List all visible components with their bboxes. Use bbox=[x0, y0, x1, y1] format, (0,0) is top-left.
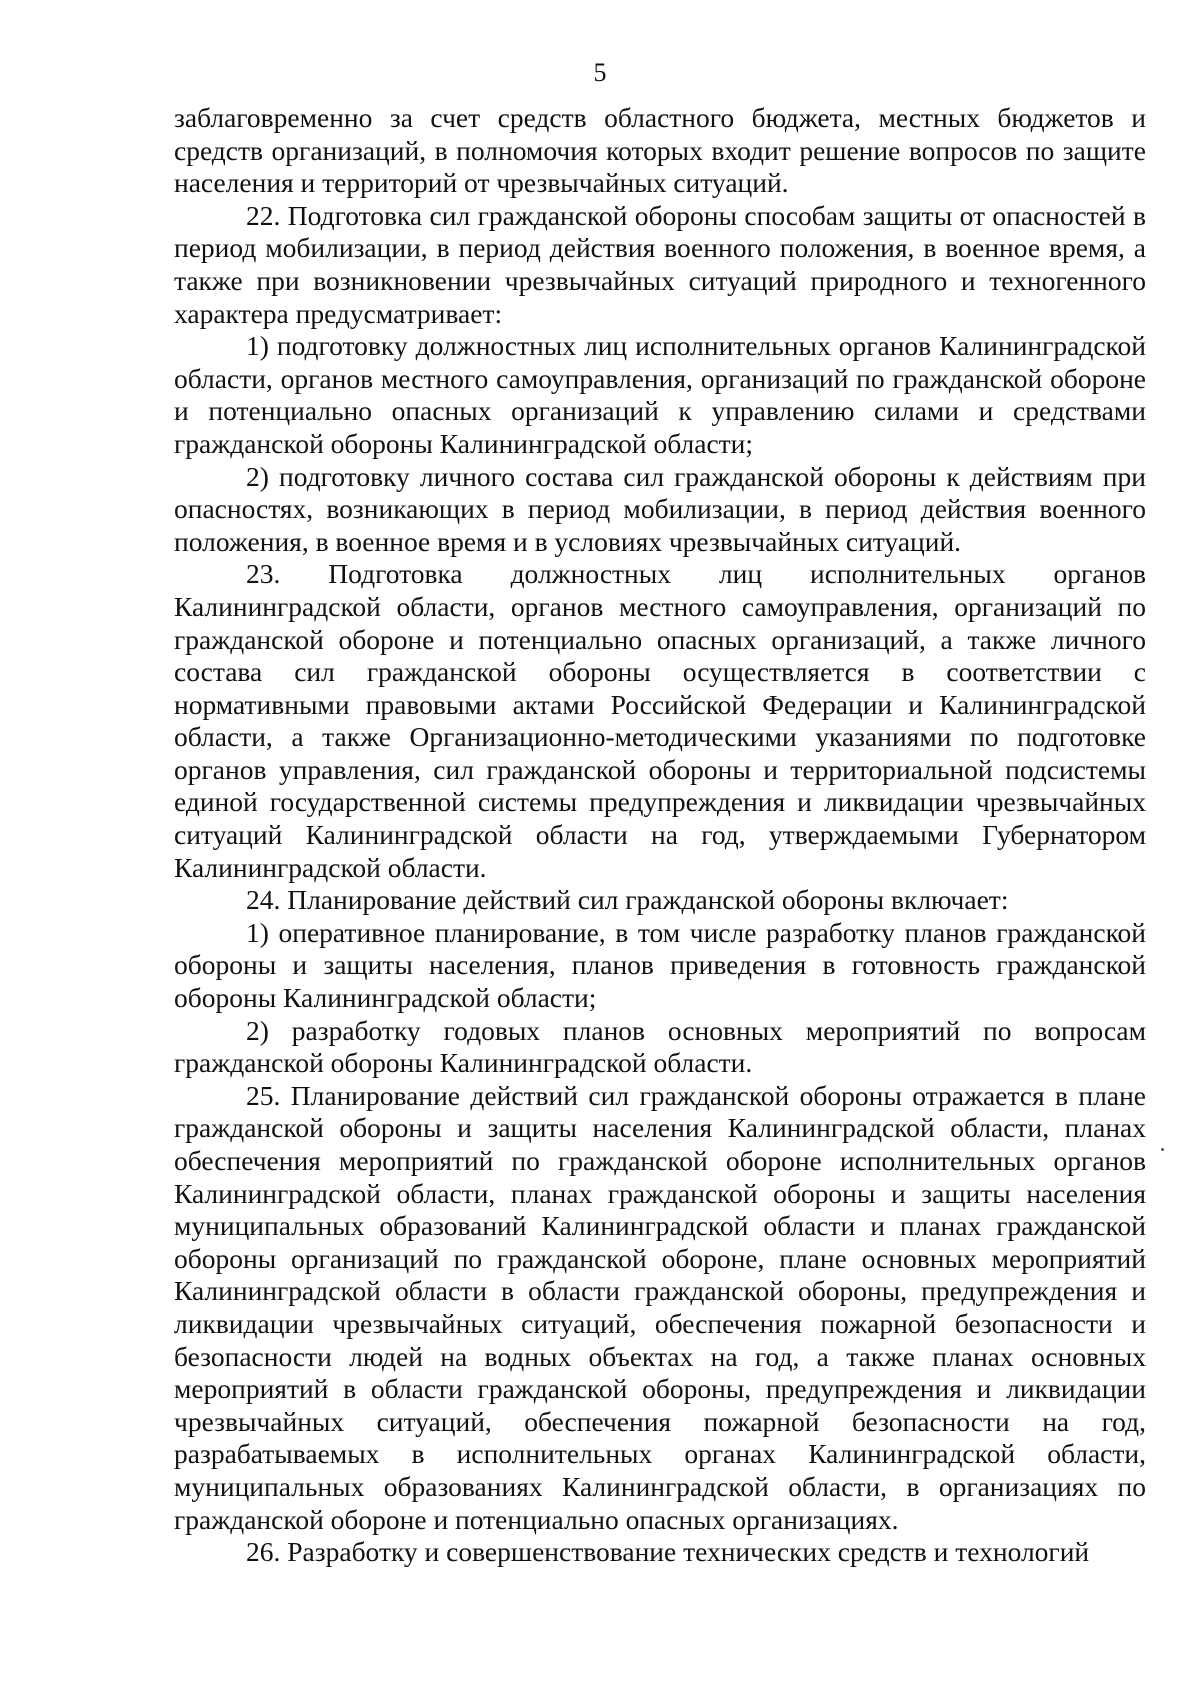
document-body bbox=[174, 102, 1146, 1569]
paragraph-22-item-1: 1) подготовку должностных лиц исполнительных органов Калининградской области, органов местного самоуправления, организаций по гражданской обороне и потенциально опасных организаций к управлению силами и средствами гражданской обороны Калининградской области; bbox=[174, 330, 1146, 459]
paragraph-24-item-1: 1) оперативное планирование, в том числе разработку планов гражданской обороны и защиты населения, планов приведения в готовность гражданской обороны Калининградской области; bbox=[174, 916, 1146, 1014]
scan-speck bbox=[1161, 1148, 1164, 1151]
paragraph-23: 23. Подготовка должностных лиц исполнительных органов Калининградской области, органов местного самоуправления, организаций по гражданской обороне и потенциально опасных организаций, а также личного состава сил гражданской обороны осуществляется в соответствии с нормативными правовыми актами Российской Федерации и Калининградской области, а также Организационно-методическими указаниями по подготовке органов управления, сил гражданской обороны и территориальной подсистемы единой государственной системы предупреждения и ликвидации чрезвычайных ситуаций Калининградской области на год, утверждаемыми Губернатором Калининградской области. bbox=[174, 558, 1146, 883]
paragraph-22-item-2: 2) подготовку личного состава сил гражданской обороны к действиям при опасностях, возникающих в период мобилизации, в период действия военного положения, в военное время и в условиях чрезвычайных ситуаций. bbox=[174, 460, 1146, 557]
paragraph-continuation: заблаговременно за счет средств областного бюджета, местных бюджетов и средств организаций, в полномочия которых входит решение вопросов по защите населения и территорий от чрезвычайных ситуаций. bbox=[174, 102, 1146, 199]
paragraph-25: 25. Планирование действий сил гражданской обороны отражается в плане гражданской обороны и защиты населения Калининградской области, планах обеспечения мероприятий по гражданской обороне исполнительных органов Калининградской области, планах гражданской обороны и защиты населения муниципальных образований Калининградской области и планах гражданской обороны организаций по гражданской обороне, плане основных мероприятий Калининградской области в области гражданской обороны, предупреждения и ликвидации чрезвычайных ситуаций, обеспечения пожарной безопасности и безопасности людей на водных объектах на год, а также планах основных мероприятий в области гражданской обороны, предупреждения и ликвидации чрезвычайных ситуаций, обеспечения пожарной безопасности на год, разрабатываемых в исполнительных органах Калининградской области, муниципальных образованиях Калининградской области, в организациях по гражданской обороне и потенциально опасных организациях. bbox=[174, 1079, 1146, 1535]
page-number: 5 bbox=[593, 58, 607, 87]
paragraph-26: 26. Разработку и совершенствование технических средств и технологий bbox=[246, 1536, 1090, 1568]
paragraph-24-item-2: 2) разработку годовых планов основных мероприятий по вопросам гражданской обороны Калининградской области. bbox=[174, 1014, 1146, 1079]
paragraph-24: 24. Планирование действий сил гражданской обороны включает: bbox=[246, 884, 1009, 916]
paragraph-22: 22. Подготовка сил гражданской обороны способам защиты от опасностей в период мобилизации, в период действия военного положения, в военное время, а также при возникновении чрезвычайных ситуаций природного и техногенного характера предусматривает: bbox=[174, 199, 1146, 329]
